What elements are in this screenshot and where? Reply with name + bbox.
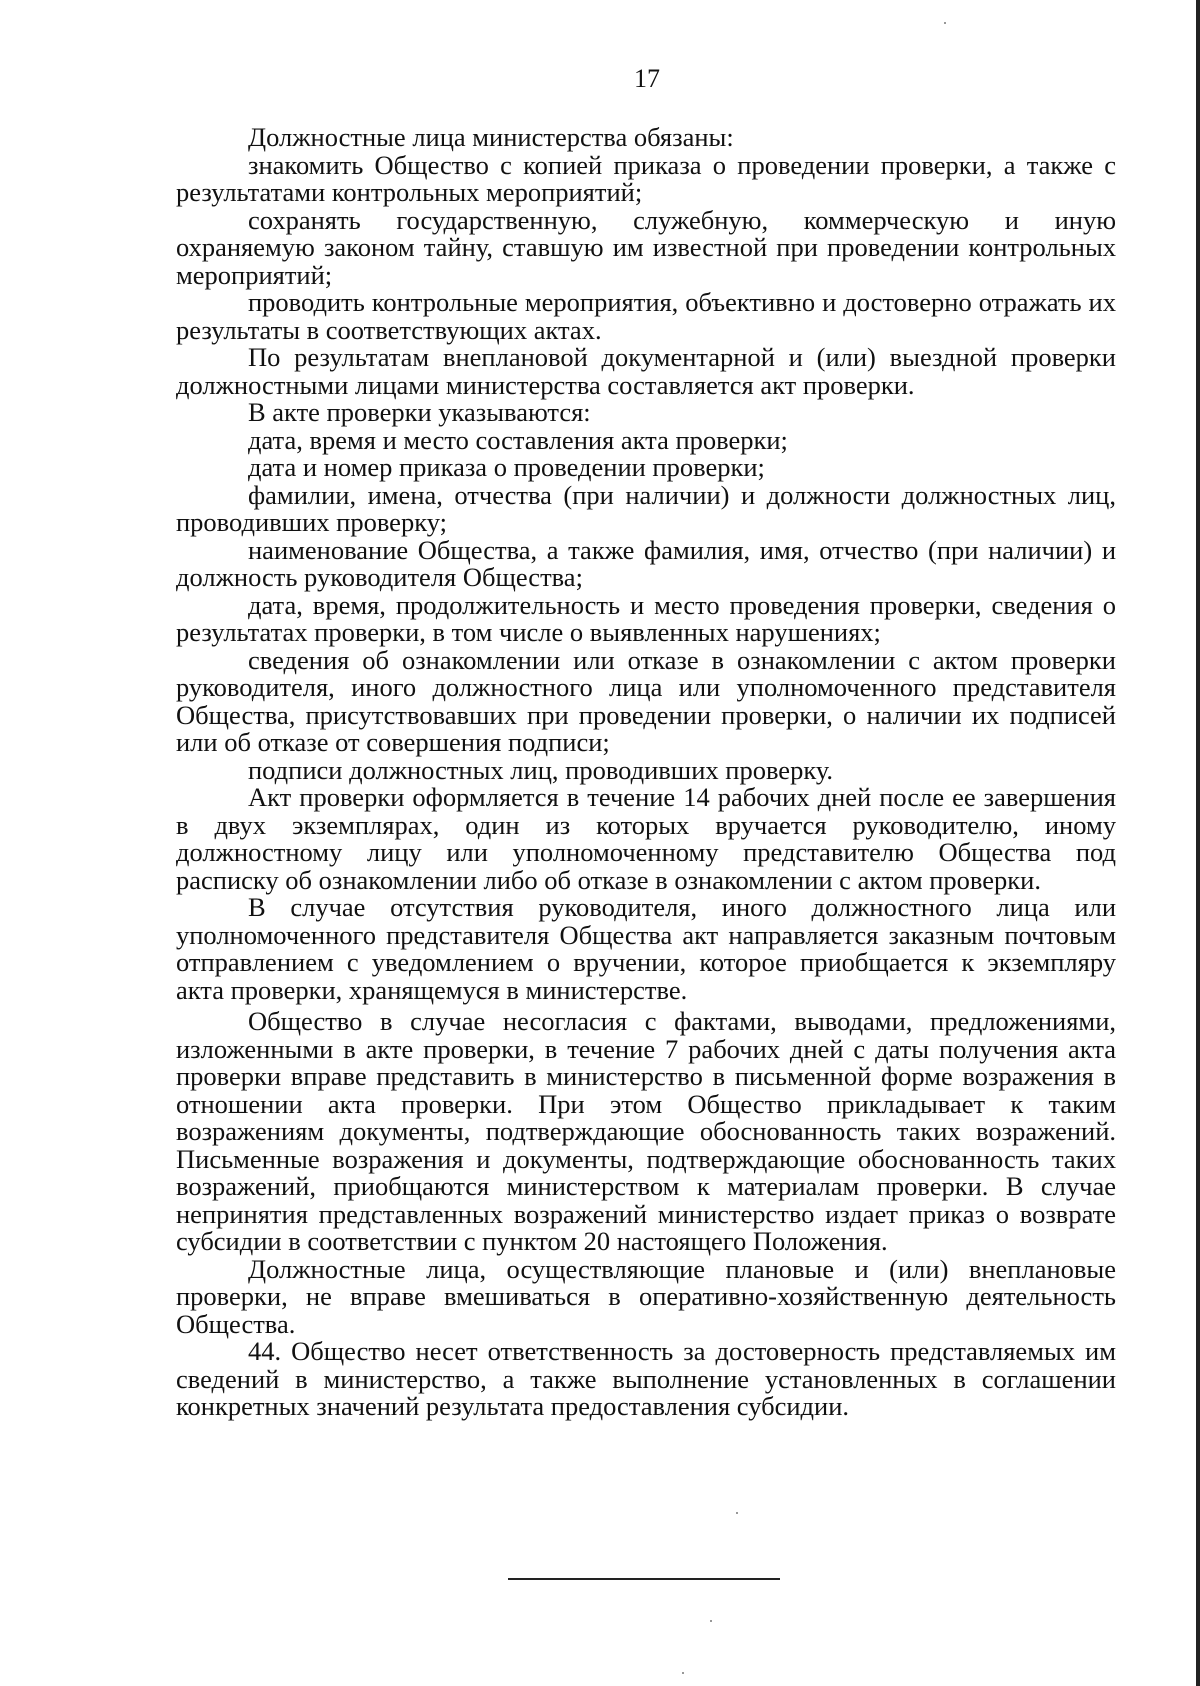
paragraph-act-order: дата и номер приказа о проведении проверки; [248, 452, 765, 482]
paragraph-no-interference: Должностные лица, осуществляющие плановые и (или) внеплановые проверки, не вправе вмешиваться в оперативно-хозяйственную деятельность Общества. [176, 1253, 1116, 1339]
paragraph-44-responsibility: 44. Общество несет ответственность за достоверность представляемых им сведений в министерство, а также выполнение установленных в соглашении конкретных значений результата предоставления субсидии. [176, 1336, 1116, 1421]
paragraph-act-results: дата, время, продолжительность и место проведения проверки, сведения о результатах проверки, в том числе о выявленных нарушениях; [176, 589, 1116, 647]
paragraph-officials-obliged: Должностные лица министерства обязаны: [248, 122, 734, 152]
scan-speck [710, 1620, 712, 1622]
paragraph-act-term: Акт проверки оформляется в течение 14 рабочих дней после ее завершения в двух экземплярах, один из которых вручается руководителю, иному должностному лицу или уполномоченному представителю Общества под расписку об ознакомлении либо об отказе в ознакомлении с актом проверки. [176, 782, 1116, 895]
paragraph-keep-secret: сохранять государственную, служебную, коммерческую и иную охраняемую законом тайну, ставшую им известной при проведении контрольных мероприятий; [176, 204, 1116, 290]
paragraph-inspection-act: По результатам внеплановой документарной и (или) выездной проверки должностными лицами министерства составляется акт проверки. [176, 342, 1116, 400]
scan-speck [682, 1672, 684, 1674]
paragraph-conduct-measures: проводить контрольные мероприятия, объективно и достоверно отражать их результаты в соответствующих актах. [176, 287, 1116, 345]
paragraph-act-inspectors: фамилии, имена, отчества (при наличии) и должности должностных лиц, проводивших проверку; [176, 479, 1116, 537]
paragraph-act-date-place: дата, время и место составления акта проверки; [248, 424, 788, 455]
paragraph-act-signatures: подписи должностных лиц, проводивших проверку. [248, 754, 834, 785]
paragraph-act-mail: В случае отсутствия руководителя, иного должностного лица или уполномоченного представителя Общества акт направляется заказным почтовым отправлением с уведомлением о вручении, которое приобщается к экземпляру акта проверки, хранящемуся в министерстве. [176, 892, 1116, 1005]
paragraph-act-contents: В акте проверки указываются: [248, 397, 591, 427]
paragraph-familiarize: знакомить Общество с копией приказа о проведении проверки, а также с результатами контрольных мероприятий; [176, 149, 1116, 207]
document-body [176, 124, 1116, 1421]
scan-speck [944, 22, 946, 24]
scan-speck [736, 1512, 738, 1514]
paragraph-act-acquaintance: сведения об ознакомлении или отказе в ознакомлении с актом проверки руководителя, иного должностного лица или уполномоченного представителя Общества, присутствовавших при проведении проверки, о наличии их подписей или об отказе от совершения подписи; [176, 644, 1116, 757]
paragraph-act-company: наименование Общества, а также фамилия, имя, отчество (при наличии) и должность руководителя Общества; [176, 534, 1116, 592]
end-of-document-rule [508, 1578, 780, 1580]
paragraph-objections: Общество в случае несогласия с фактами, выводами, предложениями, изложенными в акте проверки, в течение 7 рабочих дней с даты получения акта проверки вправе представить в министерство в письменной форме возражения в отношении акта проверки. При этом Общество прикладывает к таким возражениям документы, подтверждающие обоснованность таких возражений. Письменные возражения и документы, подтверждающие обоснованность таких возражений, приобщаются министерством к материалам проверки. В случае непринятия представленных возражений министерство издает приказ о возврате субсидии в соответствии с пунктом 20 настоящего Положения. [176, 1006, 1116, 1256]
page-number: 17 [634, 64, 660, 93]
